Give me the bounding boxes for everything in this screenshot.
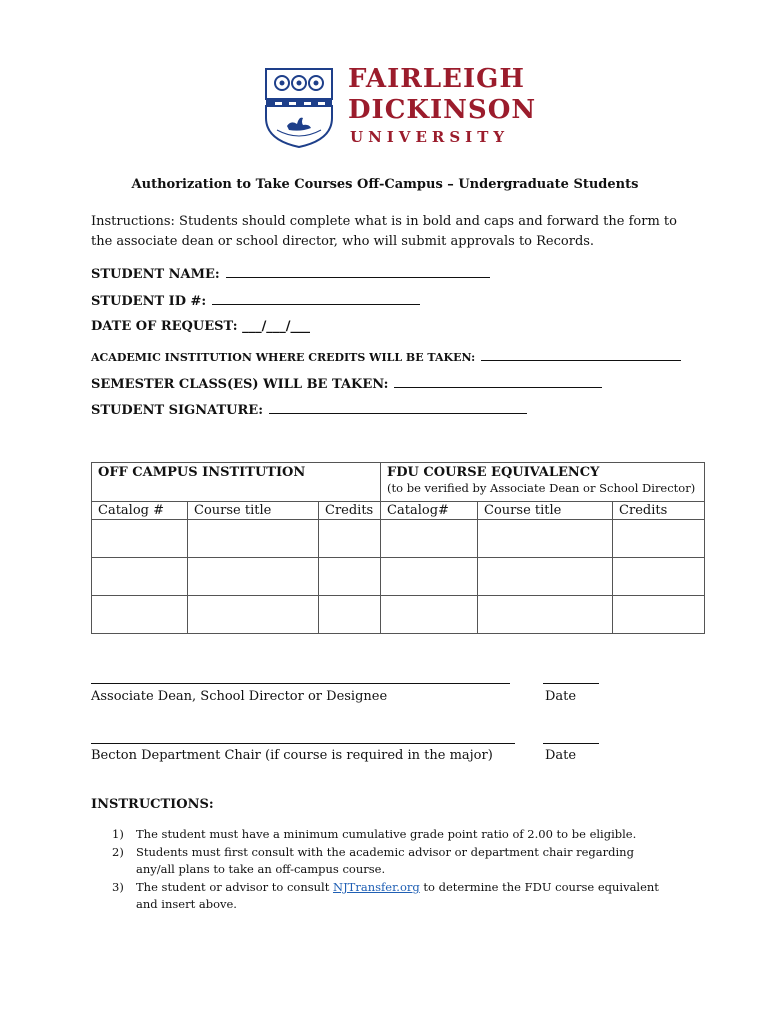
- table-cell[interactable]: [188, 558, 319, 596]
- course-equivalency-table: [91, 462, 705, 634]
- university-crest-icon: [265, 68, 333, 148]
- table-group-header-row: [92, 463, 705, 502]
- table-row: [92, 520, 705, 558]
- table-row: [92, 596, 705, 634]
- col-header-course-title: Course title: [188, 502, 319, 520]
- chair-date-label: Date: [545, 748, 577, 763]
- fdu-header-note: (to be verified by Associate Dean or School Director): [387, 481, 696, 495]
- student-id-field: [91, 292, 420, 309]
- date-of-request-field: [91, 319, 310, 334]
- student-name-label: STUDENT NAME:: [91, 267, 220, 282]
- chair-signature-line[interactable]: [91, 743, 515, 744]
- student-id-label: STUDENT ID #:: [91, 294, 207, 309]
- student-signature-field: [91, 401, 527, 418]
- table-cell[interactable]: [188, 520, 319, 558]
- dean-signature-line[interactable]: [91, 683, 510, 684]
- off-campus-header: [92, 463, 381, 502]
- table-cell[interactable]: [319, 596, 381, 634]
- intro-instructions: Instructions: Students should complete what is in bold and caps and forward the form to the associate dean or school director, who will submit approvals to Records.: [91, 214, 677, 249]
- instructions-list: [112, 826, 672, 913]
- document-title: Authorization to Take Courses Off-Campus – Undergraduate Students: [131, 177, 639, 192]
- off-campus-header-title: OFF CAMPUS INSTITUTION: [98, 465, 306, 480]
- semester-field: [91, 375, 602, 392]
- academic-institution-label: ACADEMIC INSTITUTION WHERE CREDITS WILL BE TAKEN:: [91, 351, 476, 364]
- instructions-heading: INSTRUCTIONS:: [91, 797, 214, 812]
- table-cell[interactable]: [92, 558, 188, 596]
- fdu-header-title: FDU COURSE EQUIVALENCY: [387, 465, 600, 480]
- dean-date-line[interactable]: [543, 683, 599, 684]
- col-header-catalog: Catalog #: [92, 502, 188, 520]
- logo-line-1: FAIRLEIGH: [348, 64, 525, 94]
- chair-signature-label: Becton Department Chair (if course is required in the major): [91, 748, 493, 763]
- list-item: [112, 844, 672, 878]
- list-item-text: Students must first consult with the academic advisor or department chair regarding any/all plans to take an off-campus course.: [136, 845, 634, 876]
- table-cell[interactable]: [319, 520, 381, 558]
- date-of-request-label: DATE OF REQUEST:: [91, 319, 238, 334]
- table-cell[interactable]: [478, 520, 613, 558]
- table-column-header-row: [92, 502, 705, 520]
- student-signature-label: STUDENT SIGNATURE:: [91, 403, 264, 418]
- col-header-fdu-credits: Credits: [613, 502, 705, 520]
- semester-label: SEMESTER CLASS(ES) WILL BE TAKEN:: [91, 377, 389, 392]
- table-cell[interactable]: [613, 596, 705, 634]
- njtransfer-link[interactable]: NJTransfer.org: [333, 880, 420, 894]
- dean-signature-label: Associate Dean, School Director or Designee: [91, 689, 388, 704]
- list-item-number: 1): [112, 827, 124, 841]
- academic-institution-line[interactable]: [481, 348, 681, 361]
- table-cell[interactable]: [319, 558, 381, 596]
- table-cell[interactable]: [613, 520, 705, 558]
- table-cell[interactable]: [478, 558, 613, 596]
- list-item: [112, 879, 672, 913]
- table-cell[interactable]: [381, 596, 478, 634]
- chair-date-line[interactable]: [543, 743, 599, 744]
- list-item-text: The student must have a minimum cumulative grade point ratio of 2.00 to be eligible.: [136, 827, 637, 841]
- academic-institution-field: [91, 348, 681, 364]
- item3-text-post: to determine the FDU course equivalent and insert above.: [136, 880, 659, 911]
- table-cell[interactable]: [188, 596, 319, 634]
- student-id-line[interactable]: [212, 292, 420, 305]
- list-item-number: 2): [112, 845, 124, 859]
- date-of-request-line[interactable]: ___/___/___: [242, 319, 311, 334]
- logo-line-3: UNIVERSITY: [350, 128, 510, 146]
- fdu-header: [381, 463, 705, 502]
- dean-date-label: Date: [545, 689, 577, 704]
- list-item-text: [136, 879, 672, 913]
- table-cell[interactable]: [92, 596, 188, 634]
- col-header-fdu-catalog: Catalog#: [381, 502, 478, 520]
- logo-line-2: DICKINSON: [348, 95, 537, 125]
- list-item-number: 3): [112, 880, 124, 894]
- table-cell[interactable]: [478, 596, 613, 634]
- semester-line[interactable]: [394, 375, 602, 388]
- table-cell[interactable]: [381, 558, 478, 596]
- table-cell[interactable]: [381, 520, 478, 558]
- student-name-line[interactable]: [226, 265, 490, 278]
- col-header-fdu-course-title: Course title: [478, 502, 613, 520]
- student-name-field: [91, 265, 490, 282]
- col-header-credits: Credits: [319, 502, 381, 520]
- table-cell[interactable]: [92, 520, 188, 558]
- item3-text-pre: The student or advisor to consult: [136, 880, 333, 894]
- list-item: [112, 826, 672, 843]
- table-row: [92, 558, 705, 596]
- table-cell[interactable]: [613, 558, 705, 596]
- student-signature-line[interactable]: [269, 401, 527, 414]
